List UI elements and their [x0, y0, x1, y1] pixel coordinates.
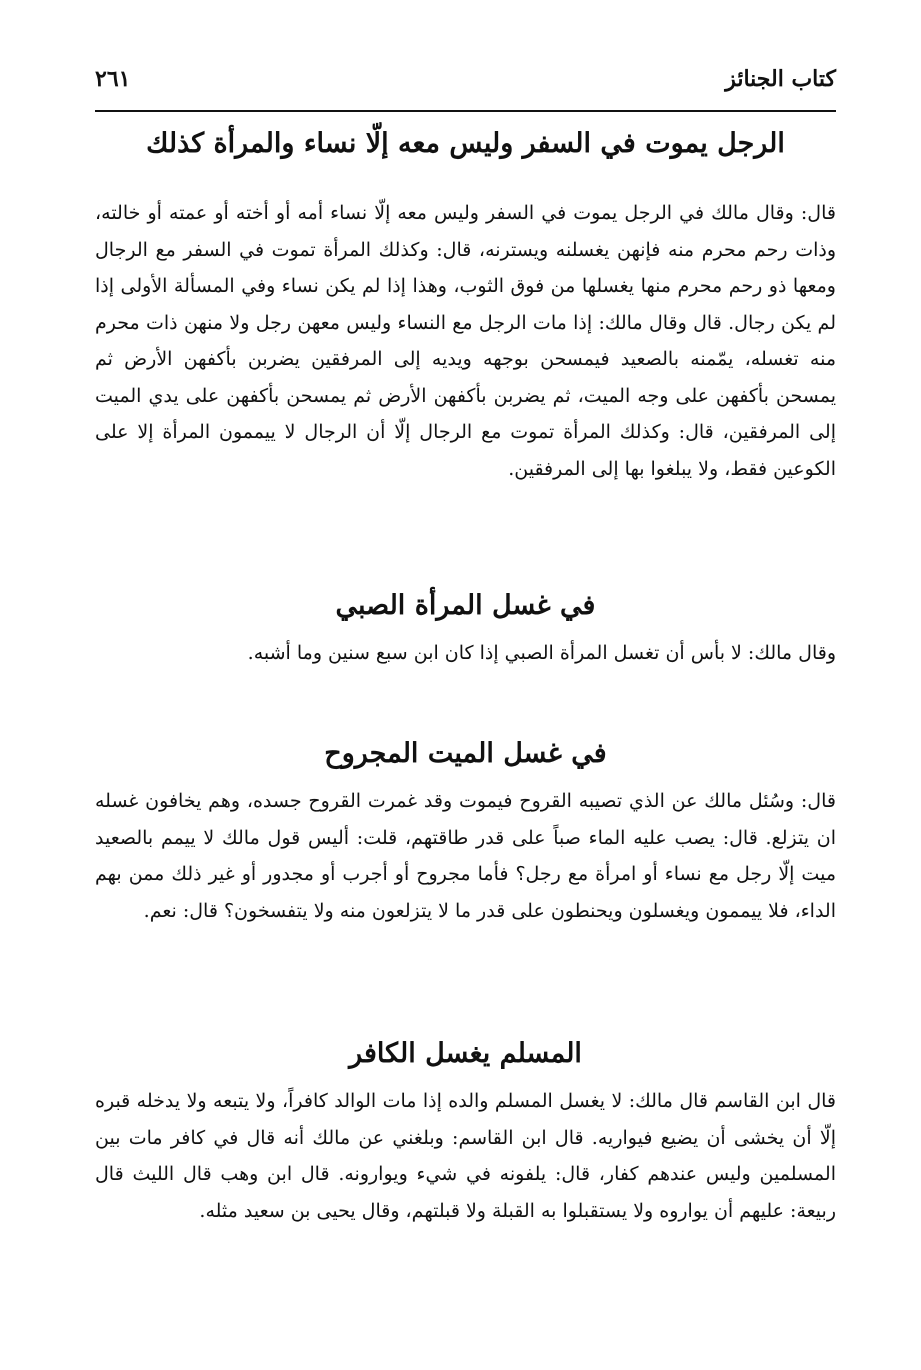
section-paragraph: قال: وسُئل مالك عن الذي تصيبه القروح فيموت وقد غمرت القروح جسده، وهم يخافون غسله ان يتزلع. قال: يصب عليه الماء صباً على قدر طاقتهم، قلت: أليس قول مالك لا ييمم بالصعيد ميت إلّا رجل مع نساء أو امرأة مع رجل؟ فأما مجروح أو أجرب أو مجدور أو غير ذلك ممن بهم الداء، فلا ييممون ويغسلون ويحنطون على قدر ما لا يتزلعون منه ولا يتفسخون؟ قال: نعم. — [95, 790, 836, 922]
section-paragraph: قال ابن القاسم قال مالك: لا يغسل المسلم والده إذا مات الوالد كافراً، ولا يتبعه ولا يدخله قبره إلّا أن يخشى أن يضيع فيواريه. قال ابن القاسم: وبلغني عن مالك أنه قال في كافر مات بين المسلمين وليس عندهم كفار، قال: يلفونه في شيء ويوارونه. قال ابن وهب قال الليث قال ربيعة: عليهم أن يواروه ولا يستقبلوا به القبلة ولا قبلتهم، وقال يحيى بن سعيد مثله. — [95, 1090, 836, 1222]
section-muslim-washes-disbeliever — [95, 1038, 836, 1229]
page-number: ٢٦١ — [95, 66, 131, 92]
section-traveler-death — [95, 128, 836, 487]
section-paragraph: قال: وقال مالك في الرجل يموت في السفر وليس معه إلّا نساء أمه أو أخته أو عمته أو خالته، وذات رحم محرم منه فإنهن يغسلنه ويسترنه، قال: وكذلك المرأة تموت في السفر مع الرجال ومعها ذو رحم محرم منها يغسلها من فوق الثوب، وهذا إذا لم يكن نساء وفي المسألة الأولى إذا لم يكن رجال. قال وقال مالك: إذا مات الرجل مع النساء وليس معهن رجل ولا منهن ذات محرم منه تغسله، يمّمنه بالصعيد فيمسحن بوجهه ويديه إلى المرفقين يضربن بأكفهن الأرض ثم يمسحن بأكفهن على وجه الميت، ثم يضربن بأكفهن الأرض ثم يمسحن بأكفهن على يدي الميت إلى المرفقين، قال: وكذلك المرأة تموت مع الرجال إلّا أن الرجال لا ييممون المرأة إلا على الكوعين فقط، ولا يبلغوا بها إلى المرفقين. — [95, 202, 836, 480]
section-wounded-deceased — [95, 738, 836, 929]
section-heading: المسلم يغسل الكافر — [349, 1038, 582, 1069]
section-woman-washes-boy — [95, 590, 836, 672]
section-heading: الرجل يموت في السفر وليس معه إلّا نساء والمرأة كذلك — [146, 128, 785, 159]
running-header — [95, 62, 836, 112]
section-heading: في غسل الميت المجروح — [324, 738, 607, 769]
section-heading: في غسل المرأة الصبي — [335, 590, 596, 621]
section-paragraph: وقال مالك: لا بأس أن تغسل المرأة الصبي إذا كان ابن سبع سنين وما أشبه. — [247, 642, 836, 664]
book-title: كتاب الجنائز — [725, 66, 836, 92]
